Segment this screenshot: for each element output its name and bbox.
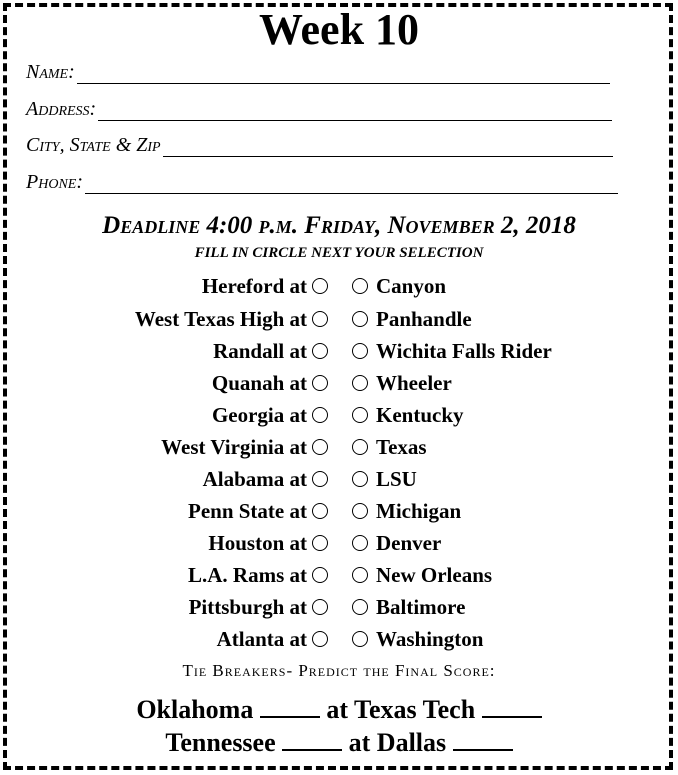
form-title: Week 10 (258, 5, 420, 54)
game-row (0, 431, 678, 463)
name-line[interactable] (77, 63, 610, 84)
away-pick-circle[interactable] (312, 278, 328, 294)
game-row (0, 527, 678, 559)
home-pick-circle[interactable] (352, 599, 368, 615)
away-team: Quanah at (211, 371, 307, 395)
away-team: Hereford at (201, 274, 307, 298)
home-team: Michigan (376, 499, 462, 523)
away-team: Pittsburgh at (188, 595, 307, 619)
home-pick-circle[interactable] (352, 567, 368, 583)
tiebreaker-row (0, 694, 678, 726)
address-line[interactable] (98, 100, 612, 121)
home-team: Wichita Falls Rider (376, 339, 552, 363)
game-row (0, 335, 678, 367)
game-row (0, 591, 678, 623)
home-team: Baltimore (376, 595, 466, 619)
away-pick-circle[interactable] (312, 503, 328, 519)
game-row (0, 559, 678, 591)
score-blank[interactable] (453, 727, 513, 751)
away-pick-circle[interactable] (312, 311, 328, 327)
away-pick-circle[interactable] (312, 567, 328, 583)
home-team: LSU (376, 467, 417, 491)
instructions: FILL IN CIRCLE NEXT YOUR SELECTION (194, 245, 484, 261)
name-label: Name: (26, 61, 75, 83)
address-label: Address: (26, 98, 97, 120)
game-row (0, 303, 678, 335)
score-blank[interactable] (282, 727, 342, 751)
home-pick-circle[interactable] (352, 407, 368, 423)
home-team: Texas (376, 435, 427, 459)
score-blank[interactable] (260, 694, 320, 718)
home-pick-circle[interactable] (352, 343, 368, 359)
away-pick-circle[interactable] (312, 599, 328, 615)
score-blank[interactable] (482, 694, 542, 718)
away-team: Atlanta at (216, 627, 307, 651)
home-pick-circle[interactable] (352, 631, 368, 647)
away-pick-circle[interactable] (312, 535, 328, 551)
away-team: West Virginia at (161, 435, 307, 459)
home-pick-circle[interactable] (352, 503, 368, 519)
game-row (0, 495, 678, 527)
game-row (0, 270, 678, 302)
away-pick-circle[interactable] (312, 407, 328, 423)
home-team: Kentucky (376, 403, 464, 427)
home-team: Panhandle (376, 307, 472, 331)
tiebreaker-team: Tennessee (165, 728, 276, 757)
game-row (0, 367, 678, 399)
tiebreaker-team: Oklahoma (136, 695, 254, 724)
tiebreaker-opponent: at Dallas (348, 728, 447, 757)
away-team: Alabama at (202, 467, 307, 491)
away-pick-circle[interactable] (312, 343, 328, 359)
home-pick-circle[interactable] (352, 375, 368, 391)
address-field[interactable] (26, 95, 612, 121)
home-team: Washington (376, 627, 484, 651)
home-team: Wheeler (376, 371, 452, 395)
game-row (0, 623, 678, 655)
phone-field[interactable] (26, 168, 618, 194)
away-team: Randall at (213, 339, 307, 363)
away-pick-circle[interactable] (312, 471, 328, 487)
home-pick-circle[interactable] (352, 471, 368, 487)
home-pick-circle[interactable] (352, 278, 368, 294)
home-pick-circle[interactable] (352, 535, 368, 551)
phone-line[interactable] (85, 173, 618, 194)
phone-label: Phone: (26, 171, 83, 193)
city-state-zip-label: City, State & Zip (26, 134, 161, 156)
away-pick-circle[interactable] (312, 375, 328, 391)
tiebreaker-heading: Tie Breakers- Predict the Final Score: (182, 661, 496, 680)
home-pick-circle[interactable] (352, 311, 368, 327)
tiebreaker-row (0, 727, 678, 759)
game-row (0, 399, 678, 431)
away-team: L.A. Rams at (188, 563, 307, 587)
away-pick-circle[interactable] (312, 631, 328, 647)
city-state-zip-field[interactable] (26, 131, 613, 157)
away-team: Penn State at (188, 499, 307, 523)
deadline-heading: Deadline 4:00 p.m. Friday, November 2, 2018 (102, 212, 576, 239)
home-pick-circle[interactable] (352, 439, 368, 455)
city-state-zip-line[interactable] (163, 136, 613, 157)
away-team: West Texas High at (134, 307, 307, 331)
game-row (0, 463, 678, 495)
name-field[interactable] (26, 58, 610, 84)
away-team: Georgia at (211, 403, 307, 427)
home-team: Canyon (376, 274, 447, 298)
home-team: New Orleans (376, 563, 493, 587)
away-pick-circle[interactable] (312, 439, 328, 455)
home-team: Denver (376, 531, 442, 555)
away-team: Houston at (208, 531, 307, 555)
tiebreaker-opponent: at Texas Tech (326, 695, 476, 724)
